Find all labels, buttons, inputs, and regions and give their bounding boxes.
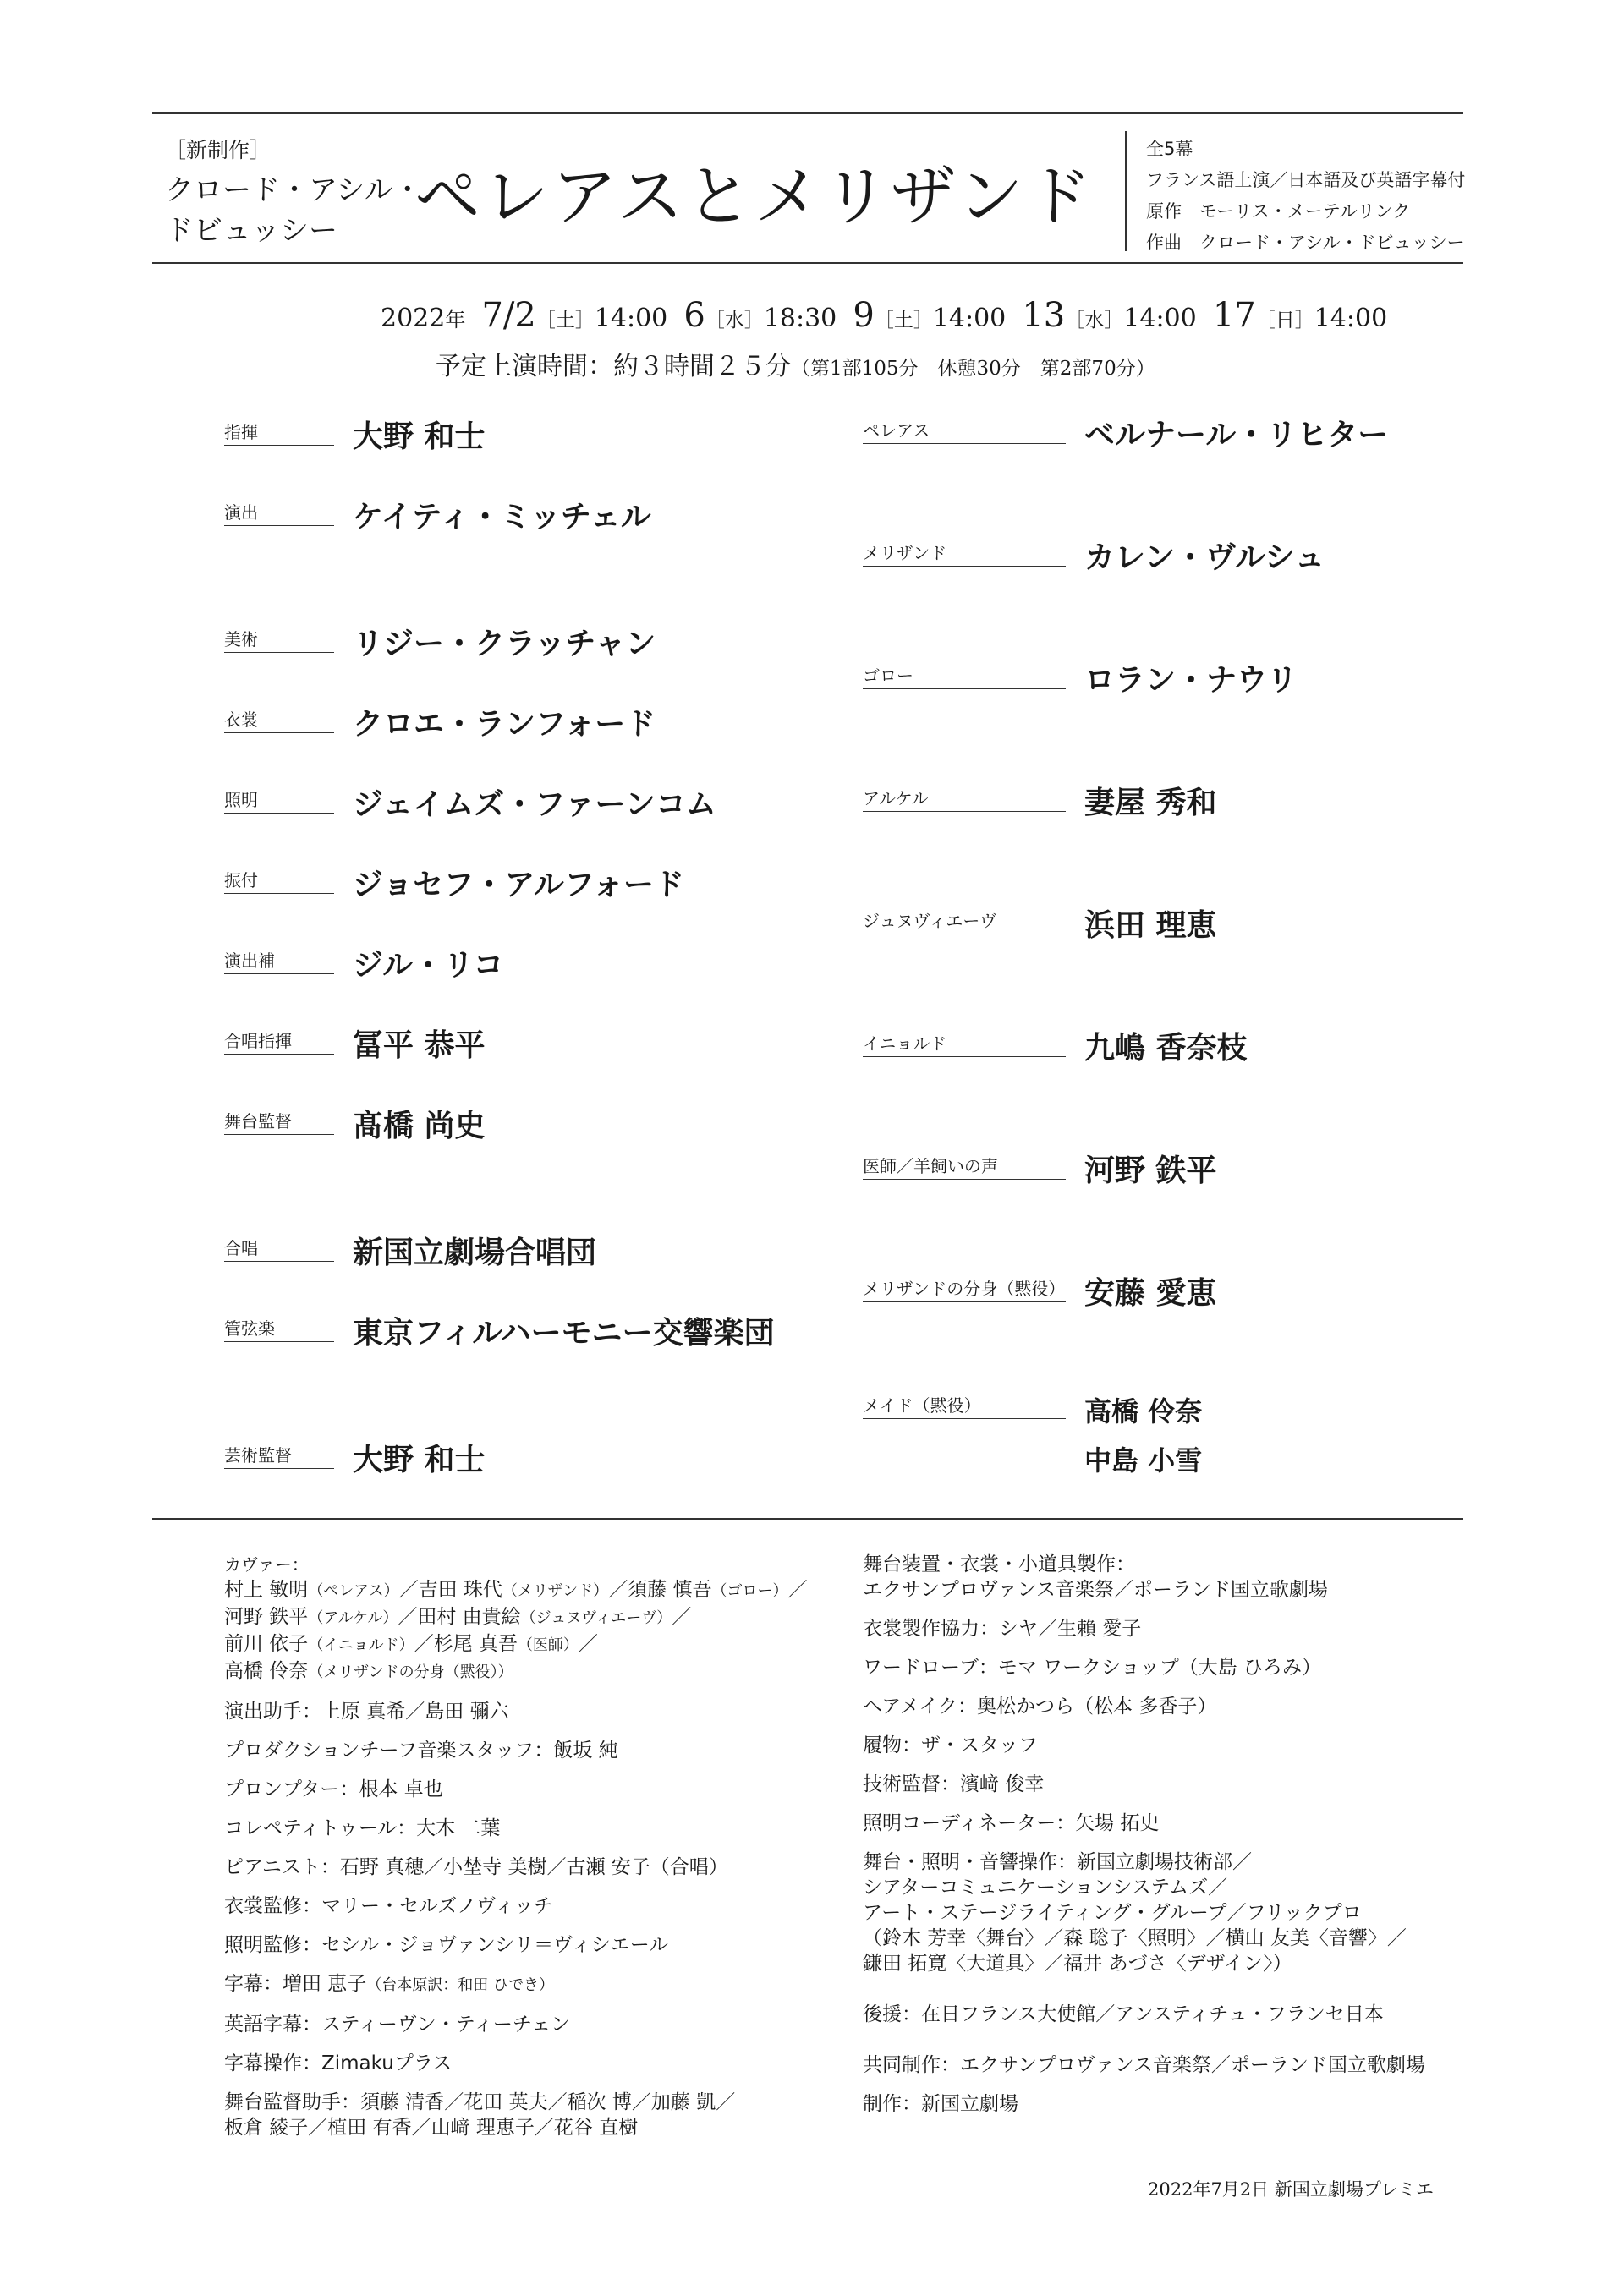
date: 7/2 bbox=[481, 296, 536, 335]
info-composer: 作曲 クロード・アシル・ドビュッシー bbox=[1146, 233, 1465, 253]
role-label: イニョルド bbox=[863, 1030, 1066, 1057]
info-language: フランス語上演／日本語及び英語字幕付 bbox=[1146, 170, 1466, 190]
running-time bbox=[436, 345, 1155, 382]
weekday: ［日］ bbox=[1255, 310, 1314, 332]
weekday: ［水］ bbox=[1065, 310, 1124, 332]
role-label: メイド（黙役） bbox=[863, 1392, 1066, 1419]
cast-row bbox=[863, 1387, 1202, 1485]
role-label: ゴロー bbox=[863, 662, 1066, 689]
cover-heading: カヴァー： bbox=[224, 1554, 309, 1575]
credit-line: 共同制作：エクサンプロヴァンス音楽祭／ポーランド国立歌劇場 bbox=[863, 2054, 1425, 2076]
singer-name: 中島 小雪 bbox=[1084, 1444, 1203, 1477]
role-label: 合唱指揮 bbox=[224, 1027, 334, 1055]
singer-names bbox=[1084, 1387, 1202, 1485]
production-info bbox=[1146, 134, 1465, 259]
person-name: 新国立劇場合唱団 bbox=[353, 1235, 597, 1270]
credit-line: 衣裳製作協力：シヤ／生賴 愛子 bbox=[863, 1618, 1142, 1640]
credit-line: エクサンプロヴァンス音楽祭／ポーランド国立歌劇場 bbox=[863, 1579, 1328, 1601]
cast-row bbox=[863, 1269, 1217, 1312]
singer-name: カレン・ヴルシュ bbox=[1084, 540, 1325, 575]
year: 2022 bbox=[381, 304, 446, 333]
cover-line: 河野 鉄平（アルケル）／田村 由貴絵（ジュヌヴィエーヴ）／ bbox=[224, 1606, 692, 1628]
credit-line: 技術監督：濱﨑 俊幸 bbox=[863, 1773, 1045, 1795]
cast-row bbox=[863, 534, 1325, 577]
date: 13 bbox=[1022, 296, 1066, 335]
weekday: ［水］ bbox=[705, 310, 764, 332]
role-label: 医師／羊飼いの声 bbox=[863, 1153, 1066, 1180]
credit-line: 制作：新国立劇場 bbox=[863, 2093, 1018, 2115]
singer-name: 九嶋 香奈枝 bbox=[1084, 1030, 1248, 1066]
cover-line: 村上 敏明（ペレアス）／吉田 珠代（メリザンド）／須藤 慎吾（ゴロー）／ bbox=[224, 1579, 808, 1601]
weekday: ［土］ bbox=[874, 310, 933, 332]
role-label: 衣裳 bbox=[224, 706, 334, 733]
role-label: 振付 bbox=[224, 867, 334, 894]
staff-row bbox=[224, 1022, 486, 1065]
singer-name: 妻屋 秀和 bbox=[1084, 785, 1217, 820]
role-label: アルケル bbox=[863, 785, 1066, 812]
role-label: 管弦楽 bbox=[224, 1315, 334, 1342]
credit-line: 照明監修：セシル・ジョヴァンシリ＝ヴィシエール bbox=[224, 1934, 669, 1956]
cover-line: 高橋 伶奈（メリザンドの分身（黙役）） bbox=[224, 1660, 513, 1682]
person-name: ジョセフ・アルフォード bbox=[353, 867, 685, 902]
credit-line: 後援：在日フランス大使館／アンスティチュ・フランセ日本 bbox=[863, 2003, 1384, 2025]
premiere-note: 2022年7月2日 新国立劇場プレミエ bbox=[1148, 2179, 1434, 2200]
opera-title: ペレアスとメリザンド bbox=[414, 159, 1095, 235]
role-label: 美術 bbox=[224, 626, 334, 653]
credit-line: アート・ステージライティング・グループ／フリックプロ bbox=[863, 1902, 1362, 1924]
runtime-label: 予定上演時間：約３時間２５分 bbox=[436, 352, 791, 381]
person-name: ケイティ・ミッチェル bbox=[353, 499, 651, 534]
role-label: 舞台監督 bbox=[224, 1108, 334, 1135]
composer-name-line2: ドビュッシー bbox=[165, 214, 337, 248]
staff-row bbox=[224, 1309, 775, 1352]
header-divider bbox=[1125, 131, 1127, 251]
person-name: ジル・リコ bbox=[353, 947, 504, 983]
date: 9 bbox=[853, 296, 875, 335]
credit-line: 照明コーディネーター：矢場 拓史 bbox=[863, 1812, 1160, 1834]
role-label: メリザンドの分身（黙役） bbox=[863, 1275, 1066, 1302]
credit-line: （鈴木 芳幸〈舞台〉／森 聡子〈照明〉／横山 友美〈音響〉／ bbox=[863, 1927, 1407, 1949]
credits-right bbox=[863, 1552, 1425, 2117]
date: 17 bbox=[1212, 296, 1256, 335]
singer-name: 浜田 理恵 bbox=[1084, 907, 1217, 943]
credit-line: シアターコミュニケーションシステムズ／ bbox=[863, 1877, 1228, 1899]
cast-row bbox=[863, 1147, 1217, 1190]
singer-name: 高橋 伶奈 bbox=[1084, 1395, 1203, 1427]
staff-row bbox=[224, 941, 503, 984]
staff-row bbox=[224, 861, 684, 904]
performance-dates bbox=[381, 296, 1387, 335]
role-label: 演出 bbox=[224, 499, 334, 526]
time: 14:00 bbox=[932, 304, 1007, 333]
credit-line: プロダクションチーフ音楽スタッフ：飯坂 純 bbox=[224, 1740, 618, 1762]
credits-left bbox=[224, 1552, 808, 2140]
production-tag: ［新制作］ bbox=[165, 138, 272, 162]
credit-line: 舞台・照明・音響操作：新国立劇場技術部／ bbox=[863, 1851, 1252, 1873]
person-name: ジェイムズ・ファーンコム bbox=[353, 786, 716, 822]
person-name: 髙橋 尚史 bbox=[353, 1108, 486, 1143]
staff-row bbox=[224, 620, 656, 663]
runtime-detail: （第1部105分 休憩30分 第2部70分） bbox=[791, 358, 1155, 380]
role-label: 芸術監督 bbox=[224, 1442, 334, 1469]
singer-name: 安藤 愛恵 bbox=[1084, 1275, 1217, 1311]
role-label: 照明 bbox=[224, 786, 334, 814]
composer-name-line1: クロード・アシル・ bbox=[165, 173, 422, 207]
singer-name: ロラン・ナウリ bbox=[1084, 662, 1298, 698]
header-bottom-rule bbox=[152, 262, 1463, 264]
staff-row bbox=[224, 493, 651, 536]
credit-line: 舞台装置・衣裳・小道具製作： bbox=[863, 1553, 1135, 1575]
role-label: ジュヌヴィエーヴ bbox=[863, 907, 1066, 934]
time: 18:30 bbox=[763, 304, 837, 333]
info-original: 原作 モーリス・メーテルリンク bbox=[1146, 201, 1411, 222]
cast-row bbox=[863, 901, 1217, 945]
cast-row bbox=[863, 656, 1298, 699]
credit-line: 舞台監督助手：須藤 清香／花田 英夫／稲次 博／加藤 凱／ bbox=[224, 2091, 736, 2113]
year-unit: 年 bbox=[445, 308, 466, 332]
credit-line: 英語字幕：スティーヴン・ティーチェン bbox=[224, 2014, 571, 2036]
credits-rule bbox=[152, 1518, 1463, 1520]
credit-line: 鎌田 拓寛〈大道具〉／福井 あづさ〈デザイン〉） bbox=[863, 1953, 1292, 1975]
cast-row bbox=[863, 1024, 1248, 1067]
singer-name: 河野 鉄平 bbox=[1084, 1153, 1217, 1188]
cover-line: 前川 依子（イニョルド）／杉尾 真吾（医師）／ bbox=[224, 1633, 598, 1655]
credit-line: ヘアメイク：奥松かつら（松本 多香子） bbox=[863, 1696, 1217, 1718]
credit-line: プロンプター：根本 卓也 bbox=[224, 1778, 443, 1800]
staff-row bbox=[224, 781, 716, 824]
credit-line: コレペティトゥール：大木 二葉 bbox=[224, 1817, 501, 1839]
credit-line: 字幕操作：Zimakuプラス bbox=[224, 2052, 453, 2074]
person-name: リジー・クラッチャン bbox=[353, 626, 656, 661]
time: 14:00 bbox=[1314, 304, 1388, 333]
credit-line: 演出助手：上原 真希／島田 彌六 bbox=[224, 1701, 509, 1723]
time: 14:00 bbox=[1123, 304, 1197, 333]
weekday: ［土］ bbox=[535, 310, 595, 332]
cast-row bbox=[863, 411, 1388, 454]
staff-row bbox=[224, 413, 486, 456]
info-acts: 全5幕 bbox=[1146, 139, 1193, 159]
role-label: 演出補 bbox=[224, 947, 334, 974]
staff-row bbox=[224, 1229, 596, 1272]
credit-line: ワードローブ：モマ ワークショップ（大島 ひろみ） bbox=[863, 1657, 1322, 1679]
person-name: 大野 和士 bbox=[353, 419, 486, 454]
credit-line: 履物：ザ・スタッフ bbox=[863, 1734, 1038, 1756]
credit-line: 字幕：増田 恵子（台本原訳：和田 ひでき） bbox=[224, 1973, 555, 1995]
staff-row bbox=[224, 1102, 486, 1145]
person-name: クロエ・ランフォード bbox=[353, 706, 656, 742]
person-name: 大野 和士 bbox=[353, 1442, 486, 1477]
time: 14:00 bbox=[594, 304, 668, 333]
person-name: 東京フィルハーモニー交響楽団 bbox=[353, 1315, 775, 1351]
credit-line: ピアニスト：石野 真穂／小埜寺 美樹／古瀬 安子（合唱） bbox=[224, 1856, 728, 1878]
role-label: ペレアス bbox=[863, 417, 1066, 444]
person-name: 冨平 恭平 bbox=[353, 1027, 486, 1063]
credit-line: 衣裳監修：マリー・セルズノヴィッチ bbox=[224, 1895, 553, 1917]
staff-row bbox=[224, 1436, 486, 1479]
role-label: メリザンド bbox=[863, 540, 1066, 567]
staff-row bbox=[224, 700, 656, 743]
singer-name: ベルナール・リヒター bbox=[1084, 417, 1389, 452]
role-label: 合唱 bbox=[224, 1235, 334, 1262]
cast-row bbox=[863, 779, 1217, 822]
credit-line: 板倉 綾子／植田 有香／山﨑 理恵子／花谷 直樹 bbox=[224, 2117, 639, 2139]
top-rule bbox=[152, 112, 1463, 114]
role-label: 指揮 bbox=[224, 419, 334, 446]
date: 6 bbox=[683, 296, 705, 335]
